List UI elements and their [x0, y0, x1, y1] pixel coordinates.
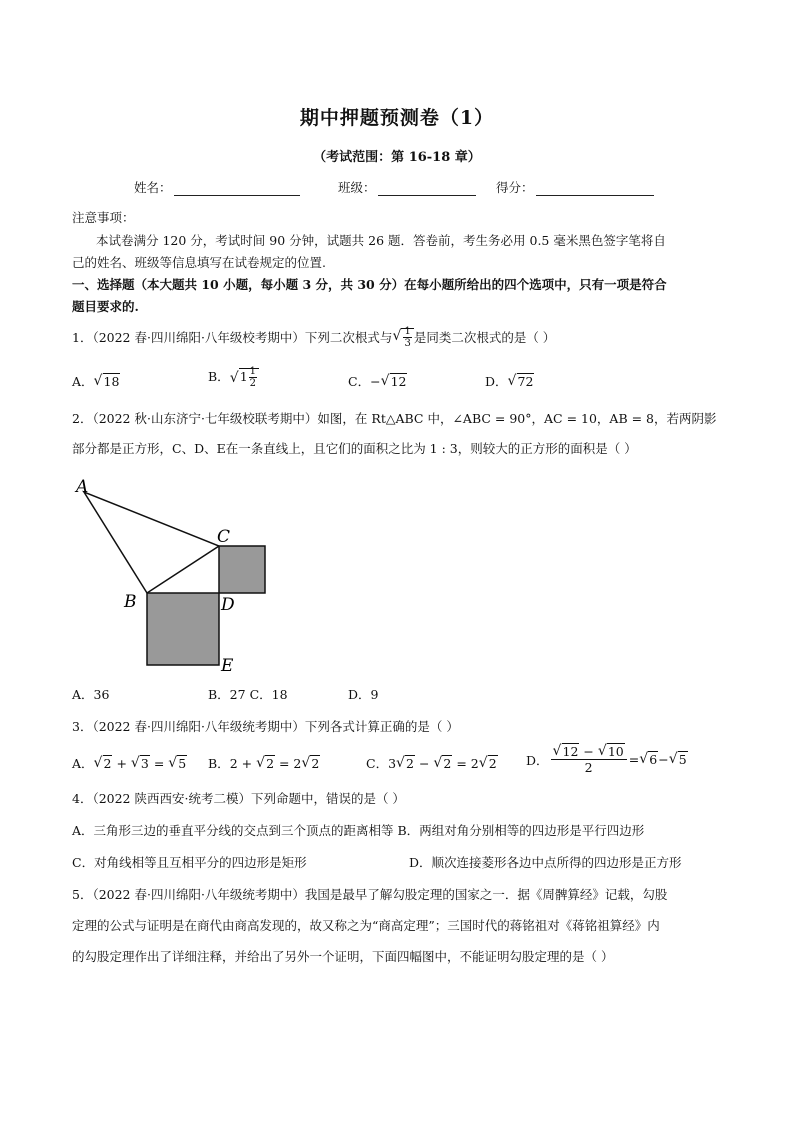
q1-stem-b: 是同类二次根式的是（ ） [413, 329, 556, 345]
q2-option-a[interactable]: A．36 [72, 687, 110, 702]
q2-option-d[interactable]: D．9 [348, 687, 379, 702]
q5-stem-line-3: 的勾股定理作出了详细注释，并给出了另外一个证明，下面四幅图中，不能证明勾股定理的是（ ） [72, 949, 614, 964]
q5-stem-line-2: 定理的公式与证明是在商代由商高发现的，故又称之为“商高定理”；三国时代的蒋铭祖对《蒋铭祖算经》内 [72, 918, 660, 933]
name-blank[interactable] [174, 181, 300, 196]
q1-option-c[interactable]: C．− √ 12 [348, 373, 407, 389]
page-title: 期中押题预测卷（1） [299, 107, 495, 129]
q4-stem: 4．（2022 陕西西安·统考二模）下列命题中，错误的是（ ） [72, 791, 405, 806]
q3-option-d[interactable]: D． √ 12 − √ 10 2 = √ 6 − √ 5 [526, 743, 687, 775]
section-1-heading: 一、选择题（本大题共 10 小题，每小题 3 分，共 30 分）在每小题所给出的四个选项中，只有一项是符合 [72, 277, 667, 292]
class-field[interactable] [338, 178, 476, 196]
label-b: B [124, 592, 137, 612]
q1-option-a[interactable]: A． √ 18 [72, 373, 120, 389]
q4-option-c[interactable]: C．对角线相等且互相平分的四边形是矩形 [72, 855, 307, 870]
q1-frac-den: 3 [404, 338, 411, 349]
notice-heading: 注意事项： [72, 210, 135, 225]
q1-stem-a: 1．（2022 春·四川绵阳·八年级校考期中）下列二次根式与 [72, 329, 393, 345]
name-field[interactable] [134, 178, 300, 196]
q2-stem-line-2: 部分都是正方形，C、D、E在一条直线上，且它们的面积之比为 1 : 3，则较大的正方形的面积是（ ） [72, 441, 637, 456]
label-e: E [221, 656, 234, 676]
q1-stem [72, 326, 555, 349]
q2-figure [70, 472, 280, 677]
label-c: C [217, 527, 231, 547]
class-blank[interactable] [378, 181, 476, 196]
small-square [219, 546, 265, 593]
class-label: 班级： [338, 180, 376, 195]
q4-option-d[interactable]: D．顺次连接菱形各边中点所得的四边形是正方形 [409, 855, 682, 870]
notice-line-1: 本试卷满分 120 分，考试时间 90 分钟，试题共 26 题．答卷前，考生务必用 0.5 毫米黑色签字笔将自 [96, 233, 666, 248]
q3-option-b[interactable]: B．2 + √ 2 = 2 √ 2 [208, 755, 320, 771]
q2-stem-line-1: 2．（2022 秋·山东济宁·七年级校联考期中）如图，在 Rt△ABC 中，∠ABC = 90°，AC = 10，AB = 8，若两阴影 [72, 411, 717, 426]
score-blank[interactable] [536, 181, 654, 196]
label-a: A [76, 477, 89, 497]
exam-scope: （考试范围：第 16-18 章） [313, 150, 481, 165]
section-1-heading-cont: 题目要求的. [72, 299, 139, 314]
q1-option-d[interactable]: D． √ 72 [485, 373, 534, 389]
q3-option-c[interactable]: C．3 √ 2 − √ 2 = 2 √ 2 [366, 755, 497, 771]
q1-options [72, 366, 712, 394]
q1-frac-num: 1 [404, 326, 411, 337]
label-d: D [221, 595, 235, 615]
q4-option-ab[interactable]: A．三角形三边的垂直平分线的交点到三个顶点的距离相等 B．两组对角分别相等的四边形是平行四边形 [72, 823, 645, 838]
q3-options [72, 743, 712, 778]
q2-option-bc[interactable]: B．27 C．18 [208, 687, 288, 702]
q1-option-b[interactable]: B． √ 1 $\frac{1}{2}$ [208, 366, 259, 389]
q5-stem-line-1: 5．（2022 春·四川绵阳·八年级统考期中）我国是最早了解勾股定理的国家之一．据《周髀算经》记载，勾股 [72, 887, 668, 902]
name-label: 姓名： [134, 180, 172, 195]
q3-option-a[interactable]: A． √ 2 + √ 3 = √ 5 [72, 755, 187, 771]
notice-line-2: 己的姓名、班级等信息填写在试卷规定的位置. [72, 255, 326, 270]
q1-radical: √ $\frac{1}{3}$ [392, 326, 413, 349]
score-label: 得分： [496, 180, 534, 195]
score-field[interactable] [496, 178, 654, 196]
q3-stem: 3．（2022 春·四川绵阳·八年级统考期中）下列各式计算正确的是（ ） [72, 719, 459, 734]
triangle-abc [84, 492, 219, 593]
large-square [147, 593, 219, 665]
